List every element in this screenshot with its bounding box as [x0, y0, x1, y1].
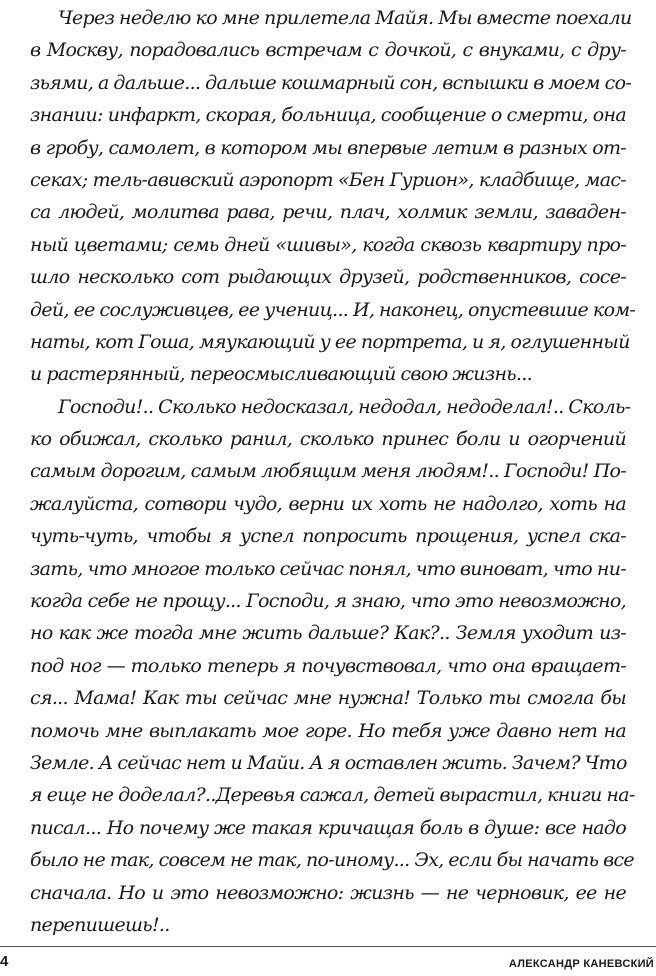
text-line: перепишешь!..: [30, 913, 170, 936]
text-line: са людей, молитва рава, речи, плач, холмик земли, заваден-: [30, 201, 626, 224]
text-line: ный цветами; семь дней «шивы», когда сквозь квартиру про-: [30, 233, 626, 256]
text-line: ся... Мама! Как ты сейчас мне нужна! Только ты смогла бы: [30, 687, 626, 710]
text-line: когда себе не прощу... Господи, я знаю, что это невозможно,: [30, 590, 626, 613]
paragraph-1: [30, 2, 636, 391]
text-line: наты, кот Гоша, мяукающий у ее портрета, и я, оглушенный: [30, 330, 630, 353]
text-line: но как же тогда мне жить дальше? Как?.. Земля уходит из-: [30, 622, 626, 645]
text-line: помочь мне выплакать мое горе. Но тебя уже давно нет на: [30, 719, 626, 742]
text-line: было не так, совсем не так, по-иному... Эх, если бы начать все: [30, 849, 634, 872]
text-line: Земле. А сейчас нет и Майи. А я оставлен жить. Зачем? Что: [30, 751, 627, 774]
text-line: в гробу, самолет, в котором мы впервые летим в разных от-: [30, 136, 626, 159]
text-line: чуть-чуть, чтобы я успел попросить прощения, успел ска-: [30, 525, 626, 548]
text-line: ко обижал, сколько ранил, сколько принес боли и огорчений: [30, 428, 626, 451]
text-line: жалуйста, сотвори чудо, верни их хоть не надолго, хоть на: [30, 492, 626, 515]
text-line: знании: инфаркт, скорая, больница, сообщение о смерти, она: [30, 104, 626, 127]
text-line: и растерянный, переосмысливающий свою жизнь...: [30, 363, 532, 386]
text-line: дей, ее сослуживцев, ее учениц... И, наконец, опустевшие ком-: [30, 298, 636, 321]
text-line: Через неделю ко мне прилетела Майя. Мы вместе поехали: [58, 7, 632, 29]
text-line: шло несколько сот рыдающих друзей, родственников, сосе-: [30, 266, 626, 289]
page-text: [30, 2, 636, 941]
text-line: в Москву, порадовались встречам с дочкой, с внуками, с дру-: [30, 39, 626, 62]
page-number: 4: [0, 953, 9, 970]
text-line: зать, что многое только сейчас понял, что виноват, что ни-: [30, 557, 626, 580]
running-head-author: АЛЕКСАНДР КАНЕВСКИЙ: [508, 958, 654, 970]
text-line: секах; тель-авивский аэропорт «Бен Гурион», кладбище, мас-: [30, 168, 626, 191]
footer-divider: [0, 946, 656, 947]
text-line: под ног — только теперь я почувствовал, что она вращает-: [30, 654, 626, 677]
text-line: зьями, а дальше... дальше кошмарный сон, вспышки в моем со-: [30, 71, 632, 94]
text-line: самым дорогим, самым любящим меня людям!.. Господи! По-: [30, 460, 626, 483]
text-line: писал... Но почему же такая кричащая боль в душе: все надо: [30, 816, 626, 839]
text-line: сначала. Но и это невозможно: жизнь — не черновик, ее не: [30, 881, 626, 904]
paragraph-2: [30, 391, 635, 942]
text-line: я еще не доделал?..Деревья сажал, детей вырастил, книги на-: [30, 784, 635, 807]
text-line: Господи!.. Сколько недосказал, недодал, недоделал!.. Сколь-: [58, 395, 631, 418]
